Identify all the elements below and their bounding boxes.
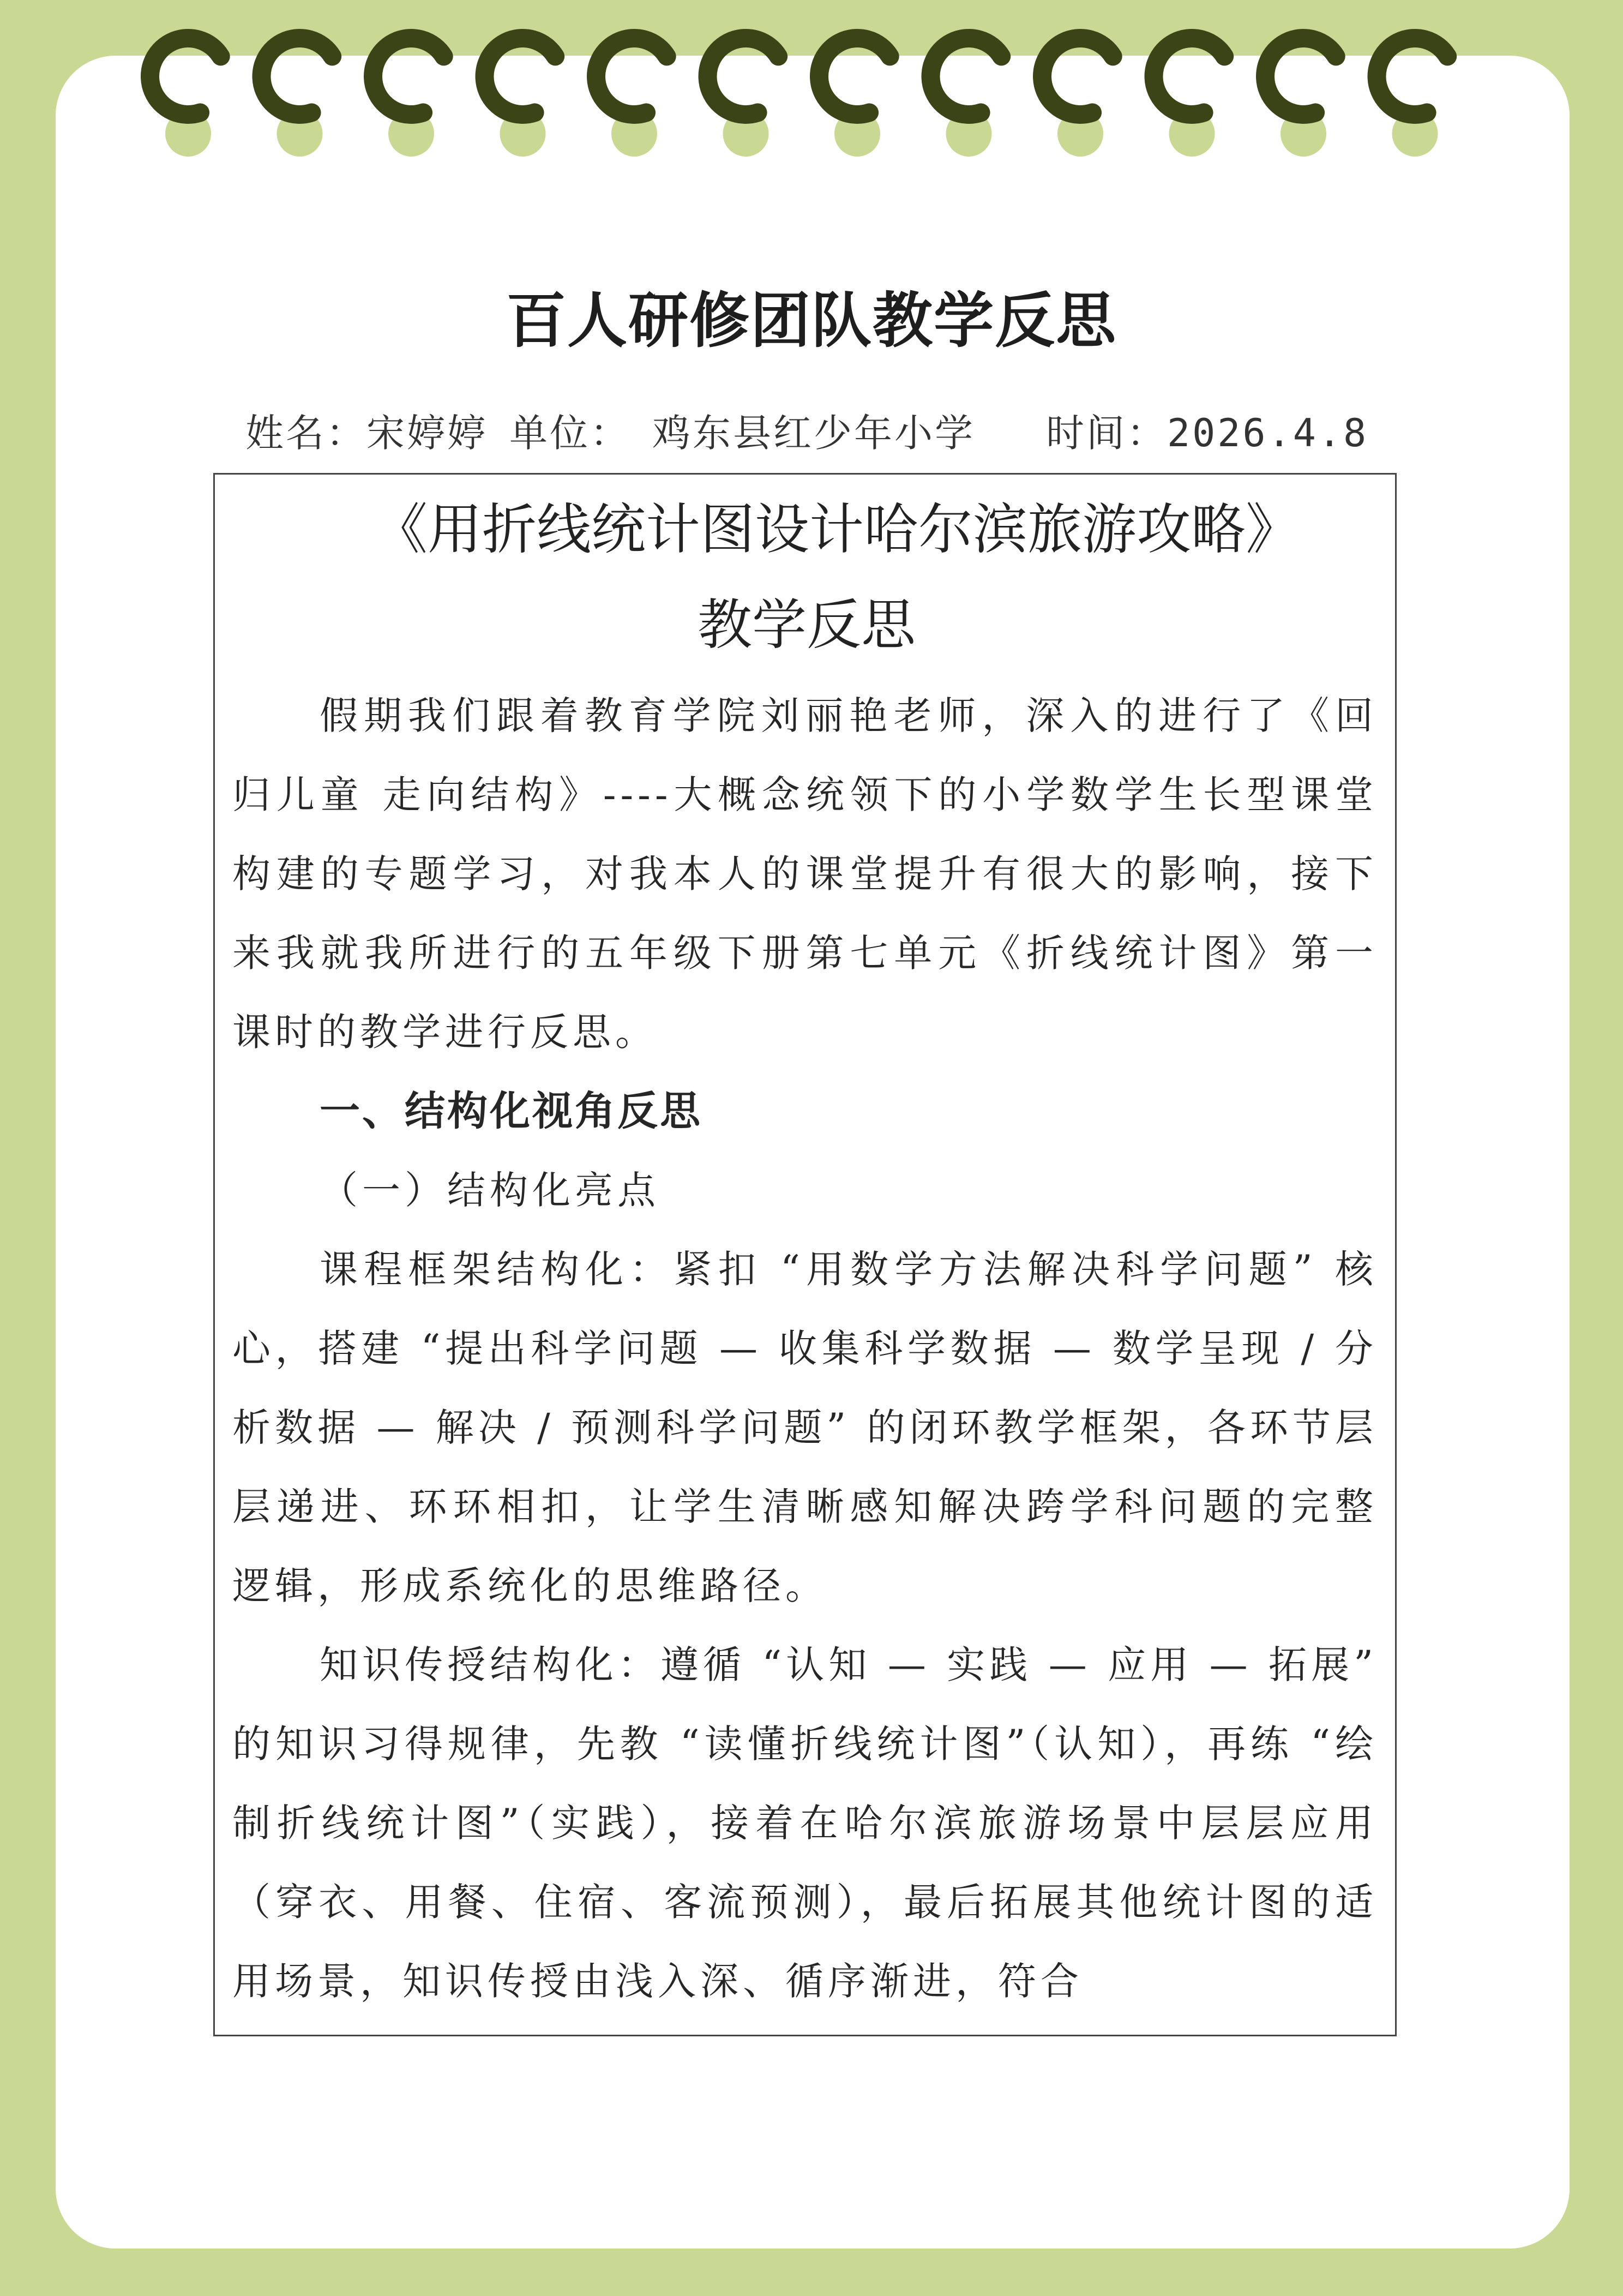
reflection-content-box: [213, 473, 1397, 2036]
author-name: 姓名：宋婷婷: [245, 411, 488, 455]
paragraph-knowledge-structure: 知识传授结构化：遵循 “认知 — 实践 — 应用 — 拓展” 的知识习得规律，先教 “读懂折线统计图”（认知），再练 “绘制折线统计图”（实践），接着在哈尔滨旅游场景中层层应用（穿衣、用餐、住宿、客流预测），最后拓展其他统计图的适用场景，知识传授由浅入深、循序渐进，符合: [232, 1642, 1378, 2004]
lesson-title: 《用折线统计图设计哈尔滨旅游攻略》: [373, 497, 1300, 561]
document-title: 百人研修团队教学反思: [506, 285, 1117, 356]
date-text: 时间：2026.4.8: [1046, 411, 1369, 455]
author-info-line: [245, 403, 1391, 458]
section-heading: 一、结构化视角反思: [320, 1088, 702, 1135]
unit-name: 鸡东县红少年小学: [652, 411, 975, 455]
unit-label: 单位：: [509, 411, 630, 455]
body-text: [232, 676, 1378, 2021]
paragraph-intro: 假期我们跟着教育学院刘丽艳老师，深入的进行了《回归儿童 走向结构》----大概念统领下的小学数学生长型课堂构建的专题学习，对我本人的课堂提升有很大的影响，接下来我就我所进行的五年级下册第七单元《折线统计图》第一课时的教学进行反思。: [232, 693, 1378, 1054]
section-subheading: （一）结构化亮点: [320, 1168, 660, 1213]
paragraph-course-framework: 课程框架结构化：紧扣 “用数学方法解决科学问题” 核心，搭建 “提出科学问题 — 收集科学数据 — 数学呈现 / 分析数据 — 解决 / 预测科学问题” 的闭环教学框架，各环节层层递进、环环相扣，让学生清晰感知解决跨学科问题的完整逻辑，形成系统化的思维路径。: [232, 1247, 1378, 1608]
lesson-subtitle: 教学反思: [698, 593, 916, 657]
